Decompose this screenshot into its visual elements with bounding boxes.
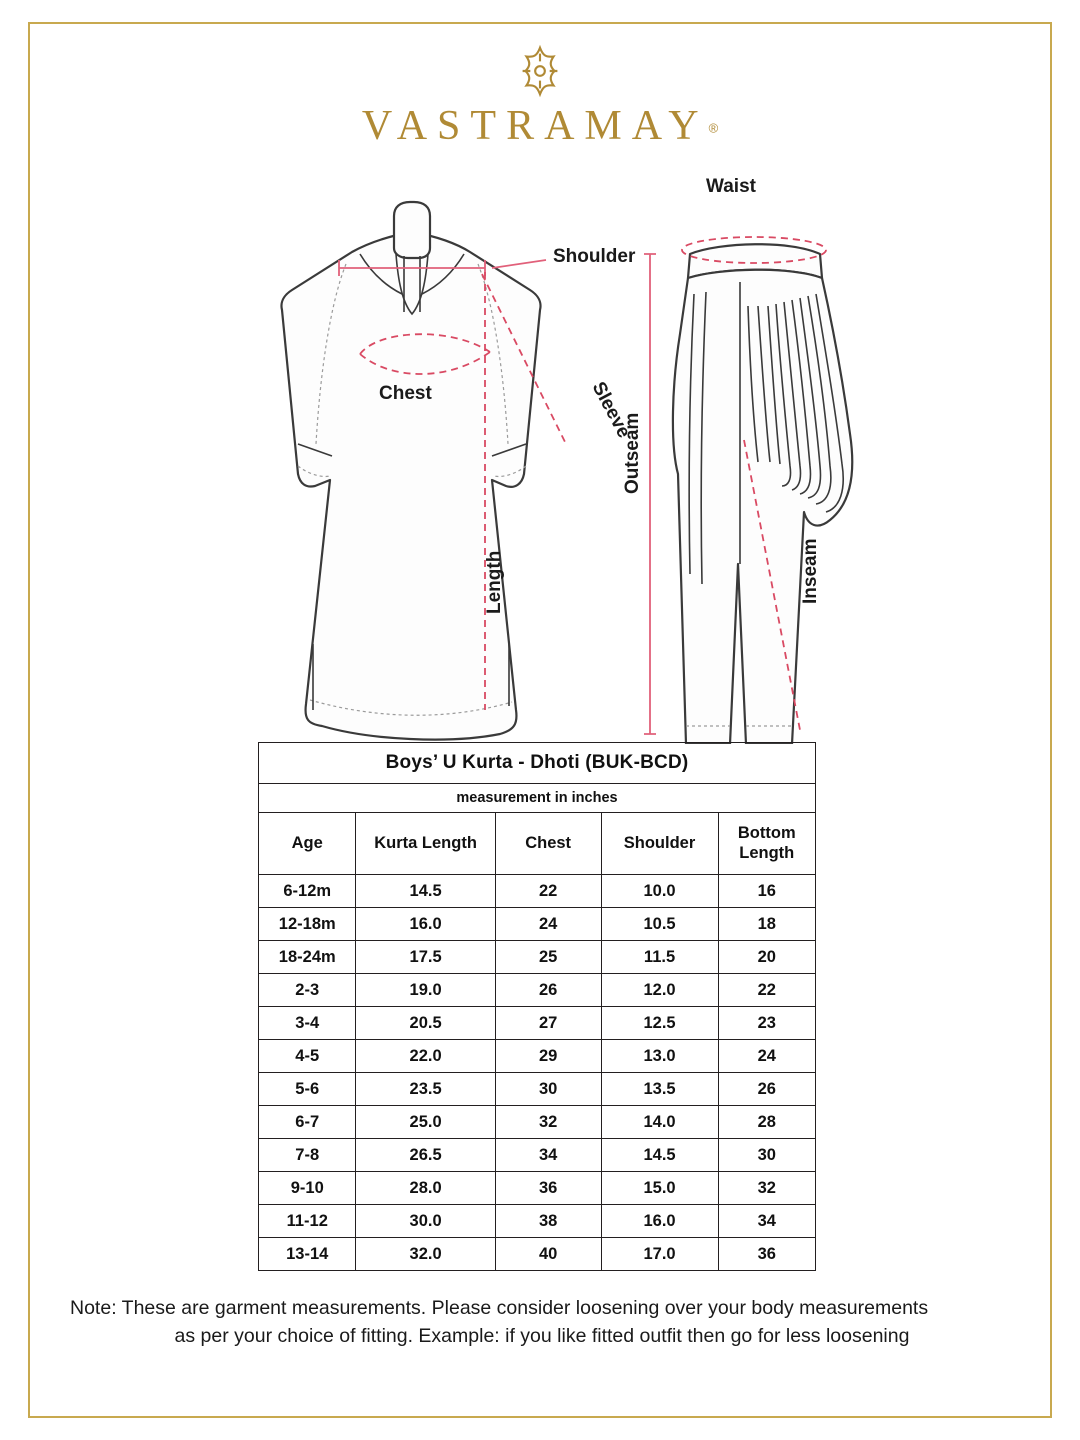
cell-kurta-length: 30.0 [356,1205,495,1238]
cell-chest: 25 [495,941,601,974]
cell-shoulder: 12.0 [601,974,718,1007]
cell-bottom-length: 18 [718,908,815,941]
cell-kurta-length: 16.0 [356,908,495,941]
table-row [259,1238,816,1271]
cell-age: 12-18m [259,908,356,941]
cell-bottom-length: 22 [718,974,815,1007]
cell-chest: 38 [495,1205,601,1238]
dhoti-illustration [622,176,852,744]
floral-star-icon [511,42,569,100]
cell-chest: 34 [495,1139,601,1172]
size-chart-table [258,742,816,1271]
column-header-chest: Chest [495,813,601,875]
cell-shoulder: 14.5 [601,1139,718,1172]
column-header-kurta-length: Kurta Length [356,813,495,875]
cell-age: 2-3 [259,974,356,1007]
cell-chest: 32 [495,1106,601,1139]
cell-kurta-length: 23.5 [356,1073,495,1106]
label-inseam: Inseam [800,538,821,604]
table-row [259,908,816,941]
cell-bottom-length: 36 [718,1238,815,1271]
cell-age: 9-10 [259,1172,356,1205]
label-length: Length [484,550,505,614]
cell-kurta-length: 19.0 [356,974,495,1007]
cell-kurta-length: 25.0 [356,1106,495,1139]
table-row [259,1172,816,1205]
cell-bottom-length: 30 [718,1139,815,1172]
table-title: Boys’ U Kurta - Dhoti (BUK-BCD) [259,743,816,784]
cell-shoulder: 17.0 [601,1238,718,1271]
cell-shoulder: 10.0 [601,875,718,908]
cell-chest: 27 [495,1007,601,1040]
cell-kurta-length: 17.5 [356,941,495,974]
column-header-shoulder: Shoulder [601,813,718,875]
kurta-illustration [281,202,635,740]
table-row [259,1073,816,1106]
size-chart-table-container [258,742,816,1271]
table-row [259,875,816,908]
cell-chest: 40 [495,1238,601,1271]
table-header-row [259,813,816,875]
cell-chest: 24 [495,908,601,941]
table-title-row [259,743,816,784]
cell-bottom-length: 28 [718,1106,815,1139]
note-line-1: Note: These are garment measurements. Please consider loosening over your body measurements [70,1297,929,1319]
cell-kurta-length: 32.0 [356,1238,495,1271]
table-row [259,1007,816,1040]
table-row [259,974,816,1007]
measurement-note [52,1294,1032,1351]
cell-age: 18-24m [259,941,356,974]
cell-age: 4-5 [259,1040,356,1073]
label-waist: Waist [706,176,756,197]
table-row [259,1205,816,1238]
cell-kurta-length: 22.0 [356,1040,495,1073]
cell-kurta-length: 20.5 [356,1007,495,1040]
table-row [259,1139,816,1172]
garment-diagram-svg [30,144,1054,744]
cell-shoulder: 16.0 [601,1205,718,1238]
cell-shoulder: 12.5 [601,1007,718,1040]
cell-shoulder: 13.0 [601,1040,718,1073]
cell-age: 6-7 [259,1106,356,1139]
cell-bottom-length: 24 [718,1040,815,1073]
brand-name: VASTRAMAY [361,103,709,149]
cell-chest: 26 [495,974,601,1007]
cell-bottom-length: 16 [718,875,815,908]
cell-chest: 30 [495,1073,601,1106]
cell-shoulder: 11.5 [601,941,718,974]
cell-age: 7-8 [259,1139,356,1172]
table-row [259,1040,816,1073]
brand-header [30,42,1050,150]
cell-chest: 29 [495,1040,601,1073]
page-border [28,22,1052,1418]
column-header-bottom-line2: Length [739,843,795,862]
registered-mark: ® [708,120,719,136]
cell-age: 5-6 [259,1073,356,1106]
cell-bottom-length: 34 [718,1205,815,1238]
table-subtitle: measurement in inches [259,784,816,813]
cell-bottom-length: 20 [718,941,815,974]
cell-chest: 22 [495,875,601,908]
cell-age: 13-14 [259,1238,356,1271]
cell-age: 11-12 [259,1205,356,1238]
cell-bottom-length: 23 [718,1007,815,1040]
cell-shoulder: 10.5 [601,908,718,941]
column-header-bottom-line1: Bottom [737,824,796,843]
table-body [259,875,816,1271]
cell-bottom-length: 32 [718,1172,815,1205]
cell-shoulder: 14.0 [601,1106,718,1139]
label-chest: Chest [379,383,432,404]
cell-age: 6-12m [259,875,356,908]
table-row [259,941,816,974]
table-subtitle-row [259,784,816,813]
label-shoulder: Shoulder [553,246,636,267]
label-sleeve: Sleeve [587,378,635,442]
cell-kurta-length: 28.0 [356,1172,495,1205]
table-row [259,1106,816,1139]
label-outseam: Outseam [622,412,643,494]
cell-shoulder: 13.5 [601,1073,718,1106]
cell-age: 3-4 [259,1007,356,1040]
cell-bottom-length: 26 [718,1073,815,1106]
column-header-age: Age [259,813,356,875]
garment-diagram [30,144,1054,744]
cell-kurta-length: 26.5 [356,1139,495,1172]
note-line-2: as per your choice of fitting. Example: if you like fitted outfit then go for less loosening [174,1325,910,1348]
column-header-bottom-length [718,813,815,875]
cell-shoulder: 15.0 [601,1172,718,1205]
cell-chest: 36 [495,1172,601,1205]
cell-kurta-length: 14.5 [356,875,495,908]
